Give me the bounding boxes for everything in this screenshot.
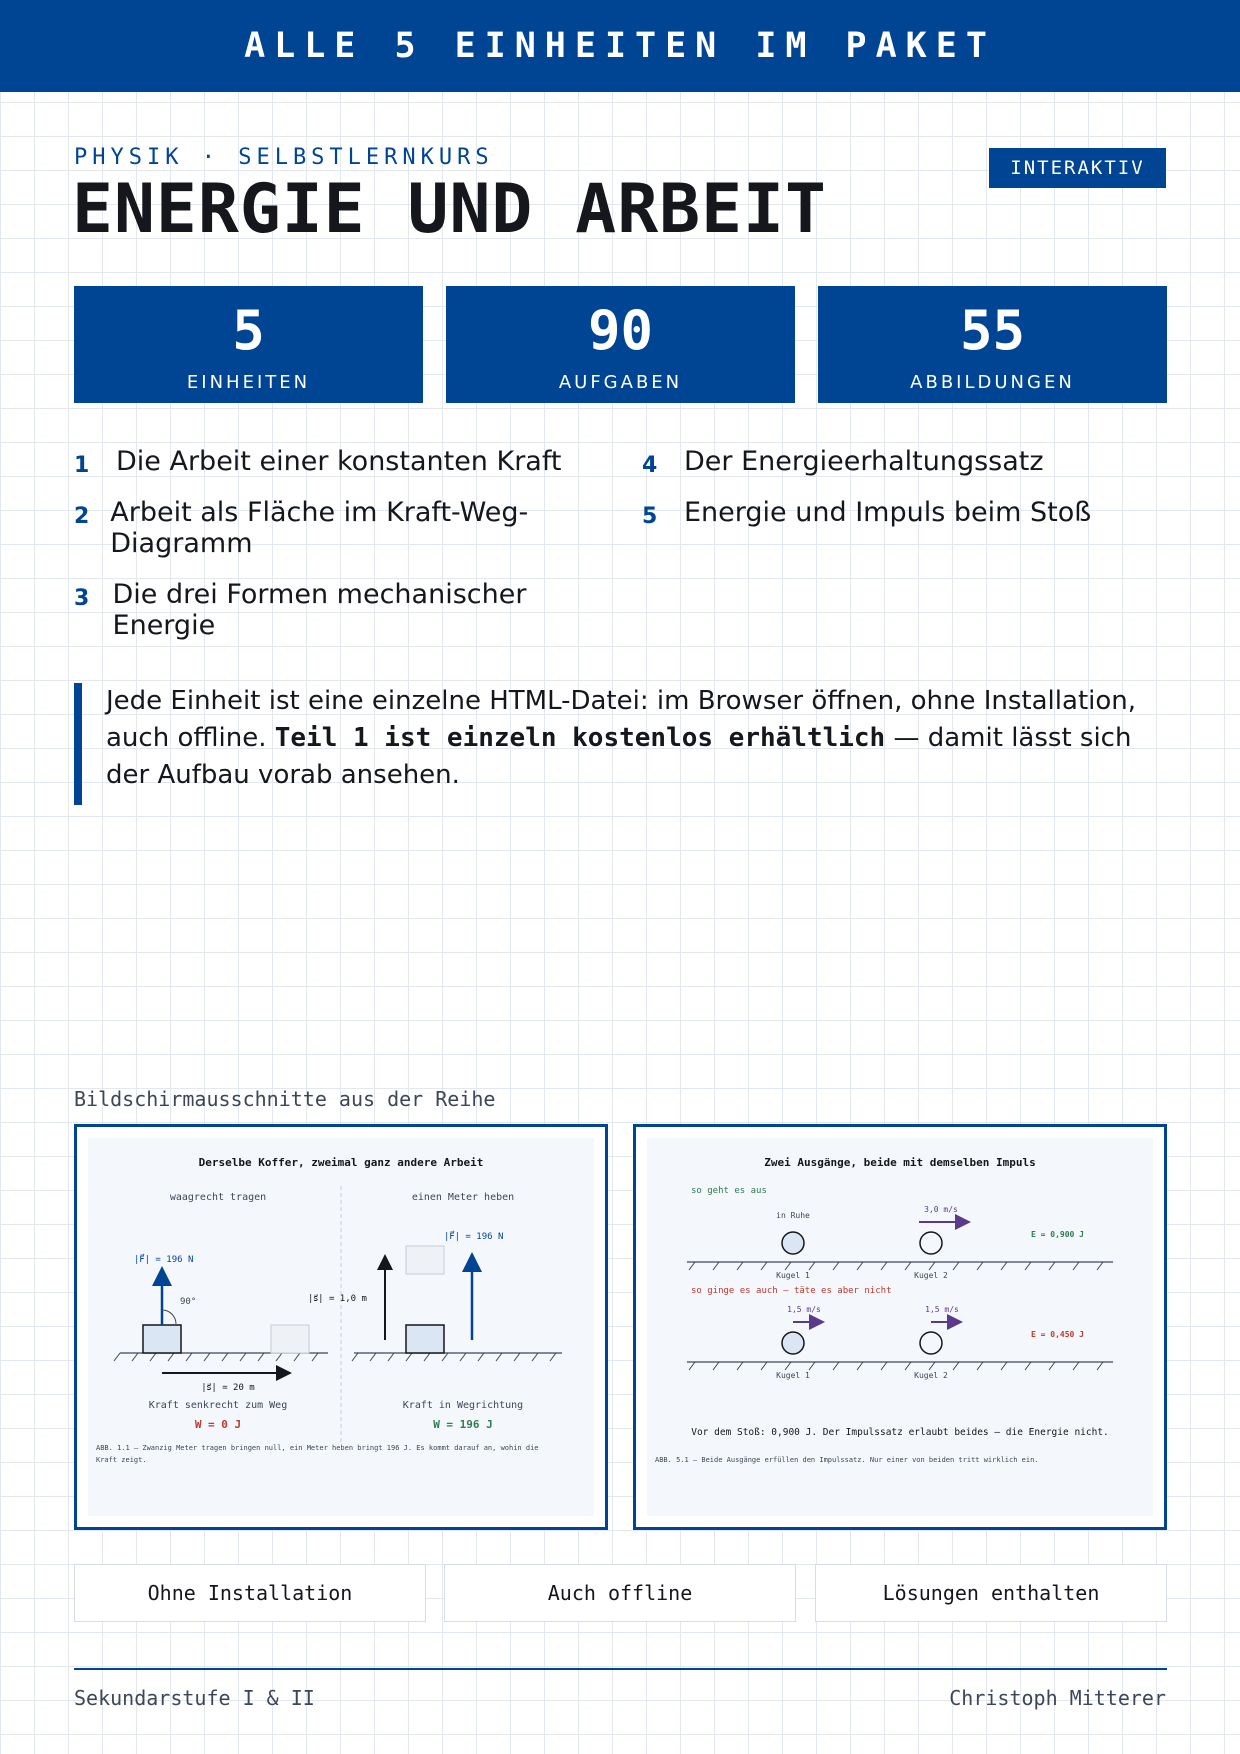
unit-title: Die drei Formen mechanischer Energie — [112, 579, 527, 641]
feature-offline: Auch offline — [444, 1564, 796, 1622]
unit-list-item — [642, 497, 1172, 529]
screenshots-label: Bildschirmausschnitte aus der Reihe — [74, 1087, 496, 1111]
footer-level: Sekundarstufe I & II — [74, 1686, 315, 1710]
figure-caption: ABB. 5.1 – Beide Ausgänge erfüllen den Impulssatz. Nur einer von beiden tritt wirklich ein. — [655, 1456, 1039, 1464]
unit-number: 2 — [74, 504, 90, 529]
stat-value: 90 — [587, 299, 654, 362]
unit-title: Arbeit als Fläche im Kraft-Weg-Diagramm — [110, 497, 529, 559]
unit-list-item — [74, 579, 594, 641]
page-title: ENERGIE UND ARBEIT — [72, 170, 827, 249]
rest-label: in Ruhe — [776, 1211, 810, 1220]
footer-author: Christoph Mitterer — [949, 1686, 1166, 1710]
suitcase-ghost — [406, 1246, 444, 1274]
unit-number: 3 — [74, 586, 90, 611]
stat-label: EINHEITEN — [186, 372, 311, 393]
figure-caption: ABB. 1.1 – Zwanzig Meter tragen bringen null, ein Meter heben bringt 196 J. Es kommt darauf an, wohin die — [96, 1444, 539, 1452]
case2-energy: E = 0,450 J — [1031, 1330, 1084, 1339]
left-heading: waagrecht tragen — [169, 1192, 267, 1203]
left-distance-label: |s⃗| = 20 m — [201, 1383, 255, 1393]
right-heading: einen Meter heben — [411, 1192, 515, 1203]
case1-speed: 3,0 m/s — [924, 1205, 958, 1214]
right-caption: Kraft in Wegrichtung — [402, 1400, 524, 1411]
stat-value: 55 — [959, 299, 1026, 362]
ball-2-label: Kugel 2 — [914, 1371, 948, 1380]
work-figure — [88, 1138, 594, 1516]
left-result: W = 0 J — [194, 1418, 242, 1431]
unit-number: 1 — [74, 453, 90, 478]
note-highlight: Teil 1 ist einzeln kostenlos erhältlich — [274, 723, 886, 753]
ball-2-label: Kugel 2 — [914, 1271, 948, 1280]
suitcase-shape — [406, 1325, 444, 1353]
case1-label: so geht es aus — [691, 1186, 767, 1196]
unit-list-item — [642, 446, 1172, 478]
note-text-end: — damit lässt sich der Aufbau vorab ansehen. — [106, 723, 1132, 790]
unit-title: Die Arbeit einer konstanten Kraft — [116, 446, 562, 477]
stat-tasks — [446, 286, 795, 403]
ball-2 — [920, 1332, 942, 1354]
figure-title: Zwei Ausgänge, beide mit demselben Impuls — [764, 1156, 1036, 1169]
promo-banner: ALLE 5 EINHEITEN IM PAKET — [0, 0, 1240, 92]
ball-1 — [782, 1232, 804, 1254]
ball-2 — [920, 1232, 942, 1254]
right-force-label: |F⃗| = 196 N — [444, 1232, 504, 1242]
collision-figure — [647, 1138, 1153, 1516]
figure-title: Derselbe Koffer, zweimal ganz andere Arbeit — [198, 1156, 484, 1169]
unit-title: Der Energieerhaltungssatz — [684, 446, 1044, 477]
stat-figures — [818, 286, 1167, 403]
case2-speed-1: 1,5 m/s — [787, 1305, 821, 1314]
case2-label: so ginge es auch – täte es aber nicht — [691, 1286, 892, 1296]
unit-number: 4 — [642, 453, 658, 478]
suitcase-ghost — [271, 1325, 309, 1353]
right-distance-label: |s⃗| = 1,0 m — [308, 1294, 367, 1304]
figure-caption-cont: Kraft zeigt. — [96, 1456, 147, 1464]
stat-label: ABBILDUNGEN — [910, 372, 1075, 393]
screenshot-work — [74, 1124, 608, 1530]
unit-list-item — [74, 446, 594, 478]
stat-label: AUFGABEN — [558, 372, 683, 393]
figure-summary: Vor dem Stoß: 0,900 J. Der Impulssatz erlaubt beides – die Energie nicht. — [691, 1427, 1109, 1438]
ball-1 — [782, 1332, 804, 1354]
feature-solutions: Lösungen enthalten — [815, 1564, 1167, 1622]
left-force-label: |F⃗| = 196 N — [134, 1255, 194, 1265]
right-result: W = 196 J — [433, 1418, 493, 1431]
screenshot-collision — [633, 1124, 1167, 1530]
ball-1-label: Kugel 1 — [776, 1371, 810, 1380]
stat-units — [74, 286, 423, 403]
footer-divider — [74, 1668, 1167, 1670]
angle-label: 90° — [180, 1297, 197, 1307]
suitcase-shape — [143, 1325, 181, 1353]
case1-energy: E = 0,900 J — [1031, 1230, 1084, 1239]
note-text: Jede Einheit ist eine einzelne HTML-Datei: im Browser öffnen, ohne Installation, auch offline. — [106, 686, 1137, 753]
unit-list-item — [74, 497, 594, 559]
ball-1-label: Kugel 1 — [776, 1271, 810, 1280]
stat-value: 5 — [232, 299, 265, 362]
interactive-badge: INTERAKTIV — [989, 148, 1166, 188]
left-caption: Kraft senkrecht zum Weg — [148, 1400, 288, 1411]
course-subtitle: PHYSIK · SELBSTLERNKURS — [74, 145, 494, 170]
unit-number: 5 — [642, 504, 658, 529]
unit-title: Energie und Impuls beim Stoß — [684, 497, 1092, 528]
case2-speed-2: 1,5 m/s — [925, 1305, 959, 1314]
feature-no-install: Ohne Installation — [74, 1564, 426, 1622]
info-callout — [74, 683, 1174, 805]
